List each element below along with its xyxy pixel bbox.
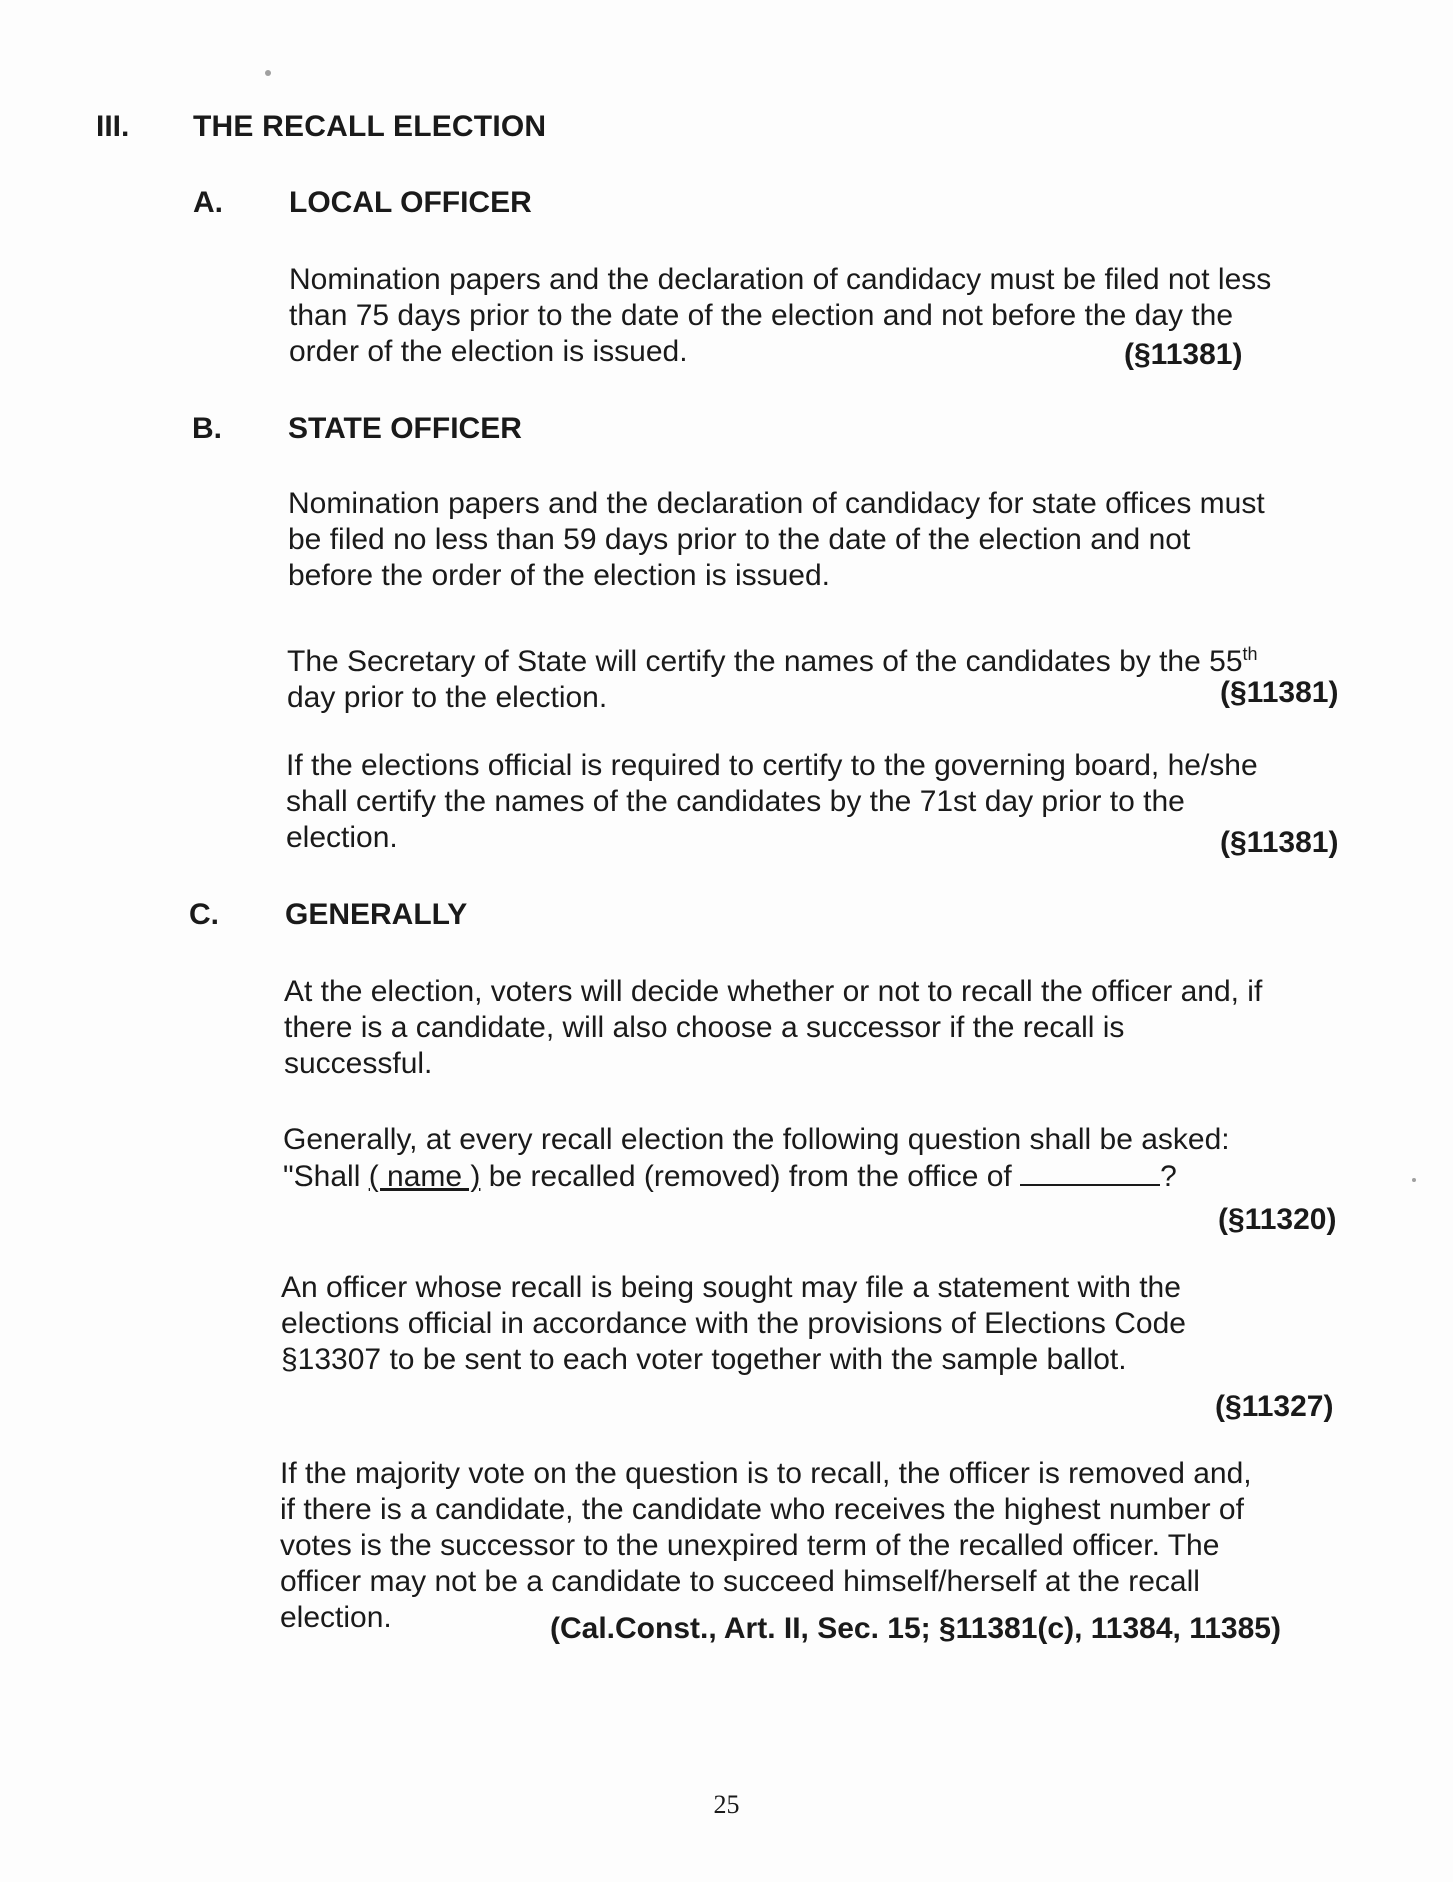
subsection-a-title: LOCAL OFFICER [289,186,532,219]
subsection-c-title: GENERALLY [285,898,468,931]
citation: (§11327) [1215,1390,1334,1423]
generally-paragraph-4 [280,1456,1340,1636]
paragraph-line: At the election, voters will decide whether or not to recall the officer and, if [284,975,1263,1008]
citation: (§11320) [1218,1203,1337,1236]
paragraph-line: there is a candidate, will also choose a successor if the recall is [284,1011,1125,1044]
generally-paragraph-2 [283,1122,1343,1195]
scan-speck [1412,1178,1416,1182]
question-middle: be recalled (removed) from the office of [480,1160,1021,1193]
paragraph-line: order of the election is issued. [289,335,688,368]
state-officer-paragraph-1 [288,486,1348,594]
office-blank [1020,1158,1160,1186]
subsection-b-letter: B. [192,412,222,445]
paragraph-line: Generally, at every recall election the following question shall be asked: [283,1123,1230,1156]
citation: (§11381) [1124,338,1243,371]
paragraph-line: elections official in accordance with the provisions of Elections Code [281,1307,1186,1340]
generally-paragraph-3 [281,1270,1341,1378]
section-number: III. [96,110,130,143]
paragraph-line [287,636,1347,680]
paragraph-line: Nomination papers and the declaration of candidacy for state offices must [288,487,1265,520]
paragraph-line: if there is a candidate, the candidate who receives the highest number of [280,1493,1244,1526]
page-number: 25 [713,1790,740,1819]
subsection-c-letter: C. [189,898,219,931]
paragraph-line: Nomination papers and the declaration of candidacy must be filed not less [289,263,1272,296]
subsection-b-title: STATE OFFICER [288,412,522,445]
paragraph-line: If the majority vote on the question is to recall, the officer is removed and, [280,1457,1252,1490]
ordinal-suffix: th [1242,644,1258,664]
section-title: THE RECALL ELECTION [193,110,547,143]
line-text: The Secretary of State will certify the names of the candidates by the 55 [287,645,1243,678]
subsection-a-letter: A. [193,186,223,219]
name-placeholder: ( name ) [368,1160,481,1193]
state-officer-paragraph-2 [287,636,1347,716]
generally-paragraph-1 [284,974,1344,1082]
paragraph-line: before the order of the election is issued. [288,559,830,592]
citation: (§11381) [1220,826,1339,859]
paragraph-line: successful. [284,1047,433,1080]
question-mark: ? [1160,1160,1177,1193]
paragraph-line: If the elections official is required to certify to the governing board, he/she [286,749,1258,782]
paragraph-line: shall certify the names of the candidates by the 71st day prior to the [286,785,1185,818]
paragraph-line: election. [286,821,398,854]
scan-speck [265,70,271,76]
citation: (§11381) [1220,676,1339,709]
state-officer-paragraph-3 [286,748,1346,856]
citation: (Cal.Const., Art. II, Sec. 15; §11381(c), 11384, 11385) [550,1612,1281,1645]
paragraph-line: than 75 days prior to the date of the election and not before the day the [289,299,1234,332]
paragraph-line: votes is the successor to the unexpired term of the recalled officer. The [280,1529,1220,1562]
paragraph-line: be filed no less than 59 days prior to the date of the election and not [288,523,1191,556]
paragraph-line: officer may not be a candidate to succeed himself/herself at the recall [280,1565,1200,1598]
paragraph-line: An officer whose recall is being sought may file a statement with the [281,1271,1181,1304]
paragraph-line: day prior to the election. [287,681,608,714]
paragraph-line: §13307 to be sent to each voter together with the sample ballot. [281,1343,1127,1376]
paragraph-line [283,1158,1343,1195]
paragraph-line: election. [280,1601,392,1634]
question-start: "Shall [283,1160,369,1193]
